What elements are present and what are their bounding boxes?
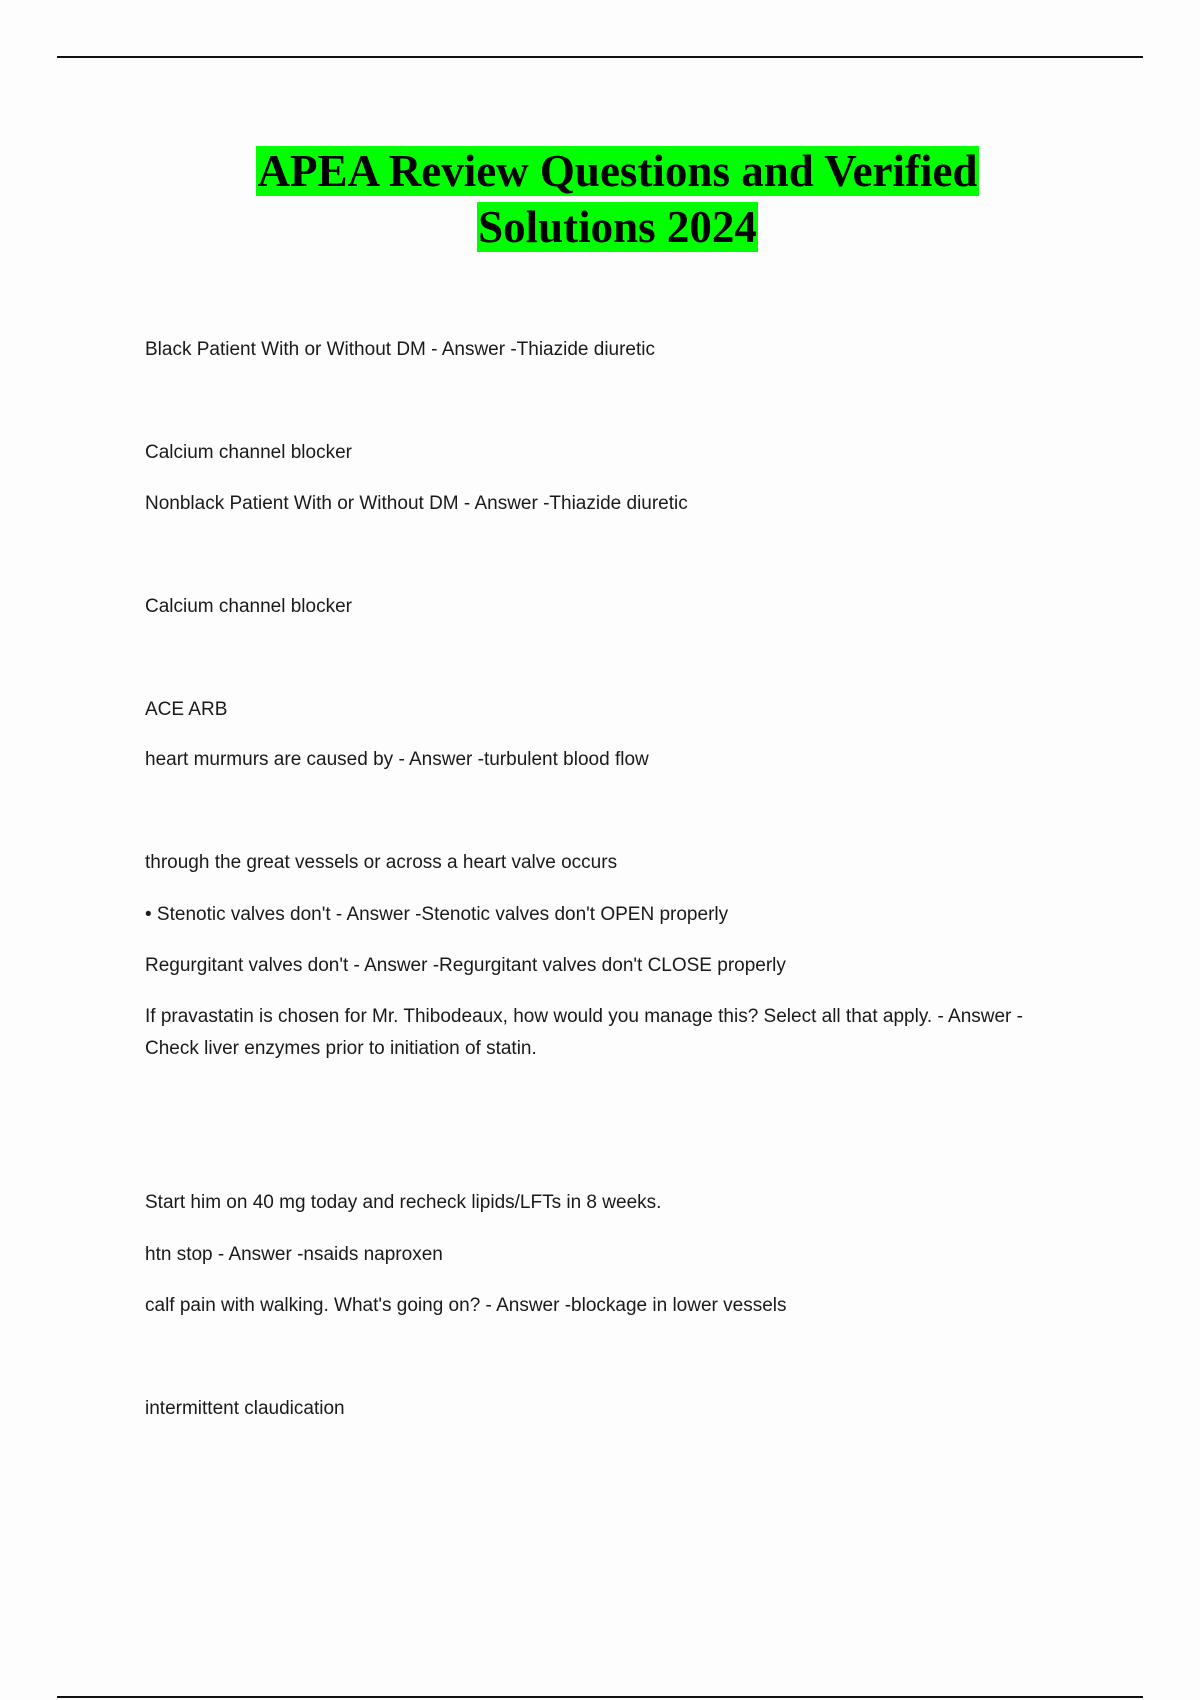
document-title: [0, 143, 1200, 255]
text-line: calf pain with walking. What's going on? - Answer -blockage in lower vessels: [145, 1295, 787, 1316]
text-line: Check liver enzymes prior to initiation of statin.: [145, 1038, 537, 1059]
header-rule: [57, 56, 1143, 58]
text-line: ACE ARB: [145, 699, 228, 720]
text-line: intermittent claudication: [145, 1398, 345, 1419]
text-line: Calcium channel blocker: [145, 596, 352, 617]
text-line: If pravastatin is chosen for Mr. Thibodeaux, how would you manage this? Select all that apply. - Answer -: [145, 1006, 1023, 1027]
text-line: • Stenotic valves don't - Answer -Stenotic valves don't OPEN properly: [145, 904, 729, 925]
title-line-2: Solutions 2024: [478, 202, 757, 252]
title-line-1: APEA Review Questions and Verified: [257, 146, 978, 196]
text-line: Start him on 40 mg today and recheck lipids/LFTs in 8 weeks.: [145, 1192, 662, 1213]
text-line: through the great vessels or across a heart valve occurs: [145, 852, 618, 873]
footer-rule: [57, 1696, 1143, 1698]
text-line: htn stop - Answer -nsaids naproxen: [145, 1244, 443, 1265]
text-line: Nonblack Patient With or Without DM - Answer -Thiazide diuretic: [145, 493, 688, 514]
text-line: Black Patient With or Without DM - Answer -Thiazide diuretic: [145, 339, 656, 360]
text-line: heart murmurs are caused by - Answer -turbulent blood flow: [145, 749, 649, 770]
text-line: Calcium channel blocker: [145, 442, 352, 463]
text-line: Regurgitant valves don't - Answer -Regurgitant valves don't CLOSE properly: [145, 955, 786, 976]
